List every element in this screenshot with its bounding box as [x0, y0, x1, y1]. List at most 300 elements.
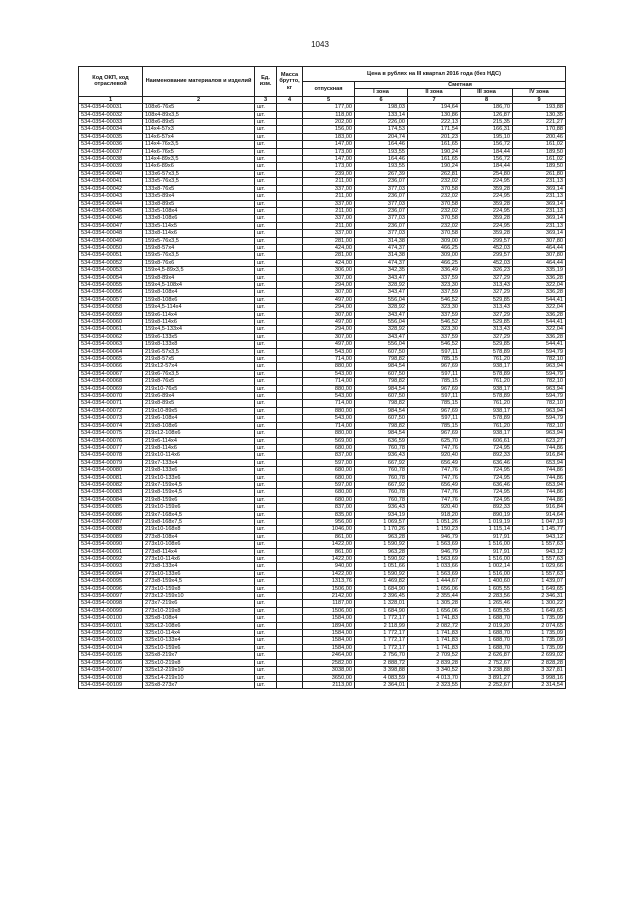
- cell-name: 325х10-114х4: [143, 630, 255, 637]
- cell-zone-1: 1 069,57: [355, 518, 408, 525]
- cell-zone-2: 309,00: [408, 237, 461, 244]
- cell-mass: [277, 311, 303, 318]
- table-row: [79, 333, 566, 340]
- cell-unit: шт.: [255, 230, 277, 237]
- cell-zone-1: 667,92: [355, 459, 408, 466]
- cell-zone-1: 798,82: [355, 356, 408, 363]
- cell-unit: шт.: [255, 518, 277, 525]
- cell-unit: шт.: [255, 267, 277, 274]
- table-row: [79, 141, 566, 148]
- table-row: [79, 533, 566, 540]
- cell-mass: [277, 170, 303, 177]
- cell-code: 534-0354-00045: [79, 207, 143, 214]
- cell-zone-3: 299,57: [461, 237, 513, 244]
- cell-mass: [277, 674, 303, 681]
- cell-name: 219х8-57х5: [143, 356, 255, 363]
- cell-zone-3: 1 688,70: [461, 637, 513, 644]
- cell-zone-2: 1 741,83: [408, 644, 461, 651]
- cell-unit: шт.: [255, 504, 277, 511]
- cell-unit: шт.: [255, 637, 277, 644]
- cell-zone-3: 195,10: [461, 133, 513, 140]
- cell-zone-2: 946,79: [408, 533, 461, 540]
- cell-unit: шт.: [255, 593, 277, 600]
- cell-unit: шт.: [255, 193, 277, 200]
- table-row: [79, 481, 566, 488]
- cell-zone-3: 724,95: [461, 474, 513, 481]
- cell-zone-4: 544,41: [513, 319, 566, 326]
- cell-zone-3: 761,20: [461, 378, 513, 385]
- cell-name: 325х8-219х7: [143, 652, 255, 659]
- cell-name: 219х8-159х4,5: [143, 489, 255, 496]
- cell-zone-2: 466,25: [408, 244, 461, 251]
- cell-name: 114х6-76х5: [143, 148, 255, 155]
- cell-name: 133х8-108х6: [143, 215, 255, 222]
- cell-zone-3: 224,95: [461, 178, 513, 185]
- cell-name: 133х5-76х3,5: [143, 178, 255, 185]
- cell-zone-3: 326,23: [461, 267, 513, 274]
- cell-zone-1: 798,82: [355, 422, 408, 429]
- cell-zone-2: 466,25: [408, 259, 461, 266]
- table-row: [79, 637, 566, 644]
- cell-zone-2: 747,76: [408, 489, 461, 496]
- cell-zone-4: 916,84: [513, 504, 566, 511]
- table-row: [79, 126, 566, 133]
- header-release: отпускная: [303, 82, 355, 97]
- cell-zone-3: 636,46: [461, 459, 513, 466]
- cell-mass: [277, 356, 303, 363]
- table-row: [79, 319, 566, 326]
- cell-mass: [277, 570, 303, 577]
- cell-zone-2: 747,76: [408, 474, 461, 481]
- cell-name: 159х4,5-114х4: [143, 304, 255, 311]
- cell-name: 219х7-133х4: [143, 459, 255, 466]
- cell-release-price: 424,00: [303, 244, 355, 251]
- cell-code: 534-0354-00076: [79, 437, 143, 444]
- table-row: [79, 541, 566, 548]
- table-row: [79, 437, 566, 444]
- cell-zone-1: 4 083,59: [355, 674, 408, 681]
- cell-unit: шт.: [255, 578, 277, 585]
- cell-unit: шт.: [255, 141, 277, 148]
- column-number: 9: [513, 96, 566, 103]
- table-row: [79, 548, 566, 555]
- header-zone-4: IV зона: [513, 89, 566, 96]
- cell-zone-1: 984,54: [355, 363, 408, 370]
- cell-release-price: 543,00: [303, 393, 355, 400]
- cell-zone-1: 314,38: [355, 252, 408, 259]
- cell-name: 133х5-89х4: [143, 193, 255, 200]
- cell-name: 159х8-57х4: [143, 244, 255, 251]
- cell-release-price: 211,00: [303, 193, 355, 200]
- cell-release-price: 1506,00: [303, 585, 355, 592]
- cell-name: 219х8-89х5: [143, 400, 255, 407]
- cell-mass: [277, 393, 303, 400]
- cell-release-price: 281,00: [303, 252, 355, 259]
- cell-zone-4: 336,28: [513, 289, 566, 296]
- cell-release-price: 211,00: [303, 207, 355, 214]
- cell-release-price: 880,00: [303, 407, 355, 414]
- table-row: [79, 393, 566, 400]
- table-row: [79, 222, 566, 229]
- cell-release-price: 424,00: [303, 259, 355, 266]
- cell-zone-3: 724,95: [461, 444, 513, 451]
- cell-unit: шт.: [255, 467, 277, 474]
- table-row: [79, 489, 566, 496]
- cell-name: 108х6-76х5: [143, 104, 255, 111]
- cell-zone-2: 967,69: [408, 407, 461, 414]
- cell-code: 534-0354-00065: [79, 356, 143, 363]
- cell-release-price: 239,00: [303, 170, 355, 177]
- cell-release-price: 880,00: [303, 385, 355, 392]
- cell-unit: шт.: [255, 548, 277, 555]
- cell-zone-2: 597,11: [408, 415, 461, 422]
- cell-name: 325х10-133х4: [143, 637, 255, 644]
- cell-zone-4: 231,13: [513, 178, 566, 185]
- cell-zone-3: 1 516,00: [461, 570, 513, 577]
- cell-mass: [277, 474, 303, 481]
- cell-name: 133х5-114х5: [143, 222, 255, 229]
- cell-zone-1: 267,39: [355, 170, 408, 177]
- cell-code: 534-0354-00098: [79, 600, 143, 607]
- cell-release-price: 307,00: [303, 311, 355, 318]
- cell-release-price: 597,00: [303, 481, 355, 488]
- table-row: [79, 667, 566, 674]
- cell-zone-3: 890,19: [461, 511, 513, 518]
- cell-unit: шт.: [255, 274, 277, 281]
- cell-release-price: 306,00: [303, 267, 355, 274]
- cell-zone-3: 938,17: [461, 363, 513, 370]
- cell-release-price: 1422,00: [303, 556, 355, 563]
- column-number: 4: [277, 96, 303, 103]
- cell-mass: [277, 111, 303, 118]
- cell-unit: шт.: [255, 148, 277, 155]
- cell-zone-2: 370,58: [408, 200, 461, 207]
- cell-zone-3: 578,89: [461, 415, 513, 422]
- cell-code: 534-0354-00042: [79, 185, 143, 192]
- cell-zone-4: 161,02: [513, 141, 566, 148]
- cell-mass: [277, 644, 303, 651]
- cell-name: 114х4-89х3,5: [143, 156, 255, 163]
- cell-name: 273х8-133х4: [143, 563, 255, 570]
- cell-zone-4: 1 735,09: [513, 615, 566, 622]
- cell-unit: шт.: [255, 356, 277, 363]
- cell-name: 273х7-219х6: [143, 600, 255, 607]
- cell-zone-3: 3 238,88: [461, 667, 513, 674]
- cell-unit: шт.: [255, 348, 277, 355]
- cell-code: 534-0354-00041: [79, 178, 143, 185]
- cell-zone-4: 200,46: [513, 133, 566, 140]
- table-row: [79, 193, 566, 200]
- cell-zone-2: 918,20: [408, 511, 461, 518]
- cell-zone-4: 1 735,09: [513, 630, 566, 637]
- cell-release-price: 1584,00: [303, 630, 355, 637]
- cell-release-price: 337,00: [303, 185, 355, 192]
- cell-unit: шт.: [255, 667, 277, 674]
- cell-zone-4: 307,80: [513, 237, 566, 244]
- cell-unit: шт.: [255, 281, 277, 288]
- table-row: [79, 119, 566, 126]
- cell-zone-3: 578,89: [461, 393, 513, 400]
- table-row: [79, 363, 566, 370]
- cell-release-price: 497,00: [303, 341, 355, 348]
- cell-code: 534-0354-00035: [79, 133, 143, 140]
- cell-code: 534-0354-00079: [79, 459, 143, 466]
- column-number: 8: [461, 96, 513, 103]
- cell-code: 534-0354-00109: [79, 681, 143, 688]
- cell-zone-1: 174,53: [355, 126, 408, 133]
- cell-zone-3: 761,20: [461, 400, 513, 407]
- cell-zone-3: 327,29: [461, 311, 513, 318]
- table-row: [79, 430, 566, 437]
- cell-zone-4: 369,14: [513, 215, 566, 222]
- cell-zone-1: 226,00: [355, 119, 408, 126]
- table-row: [79, 518, 566, 525]
- cell-zone-4: 231,13: [513, 207, 566, 214]
- cell-zone-4: 189,50: [513, 148, 566, 155]
- cell-zone-3: 2 019,20: [461, 622, 513, 629]
- cell-mass: [277, 422, 303, 429]
- cell-mass: [277, 615, 303, 622]
- cell-release-price: 2113,00: [303, 681, 355, 688]
- cell-mass: [277, 104, 303, 111]
- cell-unit: шт.: [255, 104, 277, 111]
- cell-zone-4: 464,44: [513, 259, 566, 266]
- cell-mass: [277, 148, 303, 155]
- cell-zone-2: 222,13: [408, 119, 461, 126]
- cell-zone-4: 2 346,31: [513, 593, 566, 600]
- cell-zone-3: 529,85: [461, 319, 513, 326]
- cell-zone-4: 189,50: [513, 163, 566, 170]
- cell-zone-4: 744,86: [513, 444, 566, 451]
- cell-zone-4: 221,27: [513, 119, 566, 126]
- cell-zone-2: 747,76: [408, 496, 461, 503]
- cell-mass: [277, 259, 303, 266]
- cell-release-price: 3650,00: [303, 674, 355, 681]
- cell-mass: [277, 548, 303, 555]
- table-row: [79, 504, 566, 511]
- cell-zone-4: 1 649,65: [513, 607, 566, 614]
- cell-mass: [277, 244, 303, 251]
- cell-zone-1: 377,03: [355, 200, 408, 207]
- cell-zone-4: 1 047,19: [513, 518, 566, 525]
- cell-zone-3: 126,87: [461, 111, 513, 118]
- cell-zone-4: 2 314,54: [513, 681, 566, 688]
- column-number: 5: [303, 96, 355, 103]
- cell-code: 534-0354-00078: [79, 452, 143, 459]
- cell-zone-4: 653,94: [513, 459, 566, 466]
- cell-release-price: 940,00: [303, 563, 355, 570]
- table-row: [79, 341, 566, 348]
- cell-name: 159х4,5-133х4: [143, 326, 255, 333]
- cell-zone-3: 724,95: [461, 496, 513, 503]
- cell-zone-3: 1 265,46: [461, 600, 513, 607]
- cell-mass: [277, 437, 303, 444]
- cell-zone-1: 164,46: [355, 156, 408, 163]
- cell-zone-4: 261,80: [513, 170, 566, 177]
- cell-zone-4: 914,64: [513, 511, 566, 518]
- cell-zone-1: 204,74: [355, 133, 408, 140]
- cell-zone-1: 474,37: [355, 244, 408, 251]
- cell-zone-2: 967,69: [408, 430, 461, 437]
- cell-zone-2: 4 013,70: [408, 674, 461, 681]
- table-row: [79, 200, 566, 207]
- cell-mass: [277, 304, 303, 311]
- cell-code: 534-0354-00049: [79, 237, 143, 244]
- cell-mass: [277, 533, 303, 540]
- cell-zone-1: 760,78: [355, 496, 408, 503]
- cell-mass: [277, 563, 303, 570]
- cell-zone-1: 1 684,90: [355, 585, 408, 592]
- cell-zone-1: 963,28: [355, 533, 408, 540]
- cell-code: 534-0354-00089: [79, 533, 143, 540]
- table-row: [79, 304, 566, 311]
- cell-zone-4: 744,86: [513, 489, 566, 496]
- cell-release-price: 1187,00: [303, 600, 355, 607]
- cell-zone-4: 3 998,16: [513, 674, 566, 681]
- cell-zone-2: 2 355,44: [408, 593, 461, 600]
- cell-zone-4: 943,12: [513, 533, 566, 540]
- cell-zone-1: 236,07: [355, 193, 408, 200]
- cell-release-price: 294,00: [303, 281, 355, 288]
- cell-unit: шт.: [255, 237, 277, 244]
- cell-zone-1: 2 888,72: [355, 659, 408, 666]
- cell-zone-1: 1 590,92: [355, 556, 408, 563]
- cell-mass: [277, 348, 303, 355]
- cell-name: 219х10-114х6: [143, 452, 255, 459]
- cell-unit: шт.: [255, 133, 277, 140]
- cell-unit: шт.: [255, 378, 277, 385]
- cell-mass: [277, 659, 303, 666]
- column-number: 2: [143, 96, 255, 103]
- cell-zone-2: 190,24: [408, 163, 461, 170]
- table-row: [79, 615, 566, 622]
- cell-name: 159х8-108х6: [143, 296, 255, 303]
- cell-zone-1: 607,50: [355, 393, 408, 400]
- cell-name: 159х8-133х8: [143, 341, 255, 348]
- cell-code: 534-0354-00038: [79, 156, 143, 163]
- cell-mass: [277, 363, 303, 370]
- cell-unit: шт.: [255, 170, 277, 177]
- cell-release-price: 597,00: [303, 459, 355, 466]
- cell-zone-1: 984,54: [355, 385, 408, 392]
- cell-release-price: 173,00: [303, 163, 355, 170]
- cell-mass: [277, 193, 303, 200]
- cell-unit: шт.: [255, 259, 277, 266]
- table-row: [79, 148, 566, 155]
- cell-zone-3: 359,28: [461, 230, 513, 237]
- cell-mass: [277, 185, 303, 192]
- cell-unit: шт.: [255, 252, 277, 259]
- cell-zone-2: 232,02: [408, 193, 461, 200]
- cell-zone-4: 2 828,28: [513, 659, 566, 666]
- header-zone-2: II зона: [408, 89, 461, 96]
- cell-unit: шт.: [255, 296, 277, 303]
- cell-name: 219х8-76х5: [143, 378, 255, 385]
- cell-code: 534-0354-00085: [79, 504, 143, 511]
- cell-zone-1: 236,07: [355, 222, 408, 229]
- cell-name: 159х6-114х4: [143, 311, 255, 318]
- cell-mass: [277, 230, 303, 237]
- cell-release-price: 835,00: [303, 511, 355, 518]
- cell-mass: [277, 504, 303, 511]
- table-row: [79, 296, 566, 303]
- cell-zone-1: 1 772,17: [355, 644, 408, 651]
- cell-name: 273х8-108х4: [143, 533, 255, 540]
- cell-zone-2: 232,02: [408, 178, 461, 185]
- cell-code: 534-0354-00072: [79, 407, 143, 414]
- table-row: [79, 281, 566, 288]
- cell-zone-2: 785,15: [408, 378, 461, 385]
- table-row: [79, 252, 566, 259]
- cell-code: 534-0354-00051: [79, 252, 143, 259]
- cell-code: 534-0354-00083: [79, 489, 143, 496]
- cell-code: 534-0354-00086: [79, 511, 143, 518]
- header-code: Код ОКП, код отраслевой: [79, 67, 143, 97]
- cell-unit: шт.: [255, 681, 277, 688]
- cell-unit: шт.: [255, 119, 277, 126]
- cell-release-price: 543,00: [303, 370, 355, 377]
- cell-code: 534-0354-00075: [79, 430, 143, 437]
- cell-zone-3: 578,89: [461, 348, 513, 355]
- table-row: [79, 659, 566, 666]
- cell-mass: [277, 267, 303, 274]
- cell-zone-2: 597,11: [408, 393, 461, 400]
- cell-zone-2: 2 709,52: [408, 652, 461, 659]
- cell-zone-1: 760,78: [355, 489, 408, 496]
- table-row: [79, 356, 566, 363]
- cell-zone-4: 369,14: [513, 230, 566, 237]
- cell-release-price: 837,00: [303, 504, 355, 511]
- cell-zone-4: 1 649,65: [513, 585, 566, 592]
- cell-zone-3: 254,80: [461, 170, 513, 177]
- cell-mass: [277, 585, 303, 592]
- cell-zone-1: 164,46: [355, 141, 408, 148]
- cell-release-price: 2142,00: [303, 593, 355, 600]
- cell-unit: шт.: [255, 474, 277, 481]
- cell-zone-3: 2 626,87: [461, 652, 513, 659]
- cell-code: 534-0354-00088: [79, 526, 143, 533]
- cell-unit: шт.: [255, 430, 277, 437]
- cell-mass: [277, 511, 303, 518]
- cell-zone-1: 193,55: [355, 148, 408, 155]
- cell-unit: шт.: [255, 444, 277, 451]
- cell-unit: шт.: [255, 341, 277, 348]
- cell-zone-3: 327,29: [461, 289, 513, 296]
- cell-zone-2: 190,24: [408, 148, 461, 155]
- cell-zone-1: 328,92: [355, 326, 408, 333]
- cell-name: 219х10-159х6: [143, 504, 255, 511]
- cell-zone-2: 597,11: [408, 370, 461, 377]
- cell-zone-4: 594,79: [513, 393, 566, 400]
- cell-mass: [277, 430, 303, 437]
- cell-zone-4: 1 557,63: [513, 556, 566, 563]
- cell-unit: шт.: [255, 126, 277, 133]
- cell-name: 219х6-89х4: [143, 393, 255, 400]
- cell-zone-2: 161,65: [408, 141, 461, 148]
- cell-zone-2: 370,58: [408, 185, 461, 192]
- cell-name: 219х8-133х6: [143, 467, 255, 474]
- table-row: [79, 163, 566, 170]
- header-estimate: Сметная: [355, 82, 566, 89]
- cell-mass: [277, 200, 303, 207]
- table-row: [79, 348, 566, 355]
- cell-name: 159х5-76х3,5: [143, 252, 255, 259]
- cell-mass: [277, 593, 303, 600]
- cell-code: 534-0354-00034: [79, 126, 143, 133]
- cell-zone-1: 342,35: [355, 267, 408, 274]
- cell-release-price: 307,00: [303, 333, 355, 340]
- cell-code: 534-0354-00084: [79, 496, 143, 503]
